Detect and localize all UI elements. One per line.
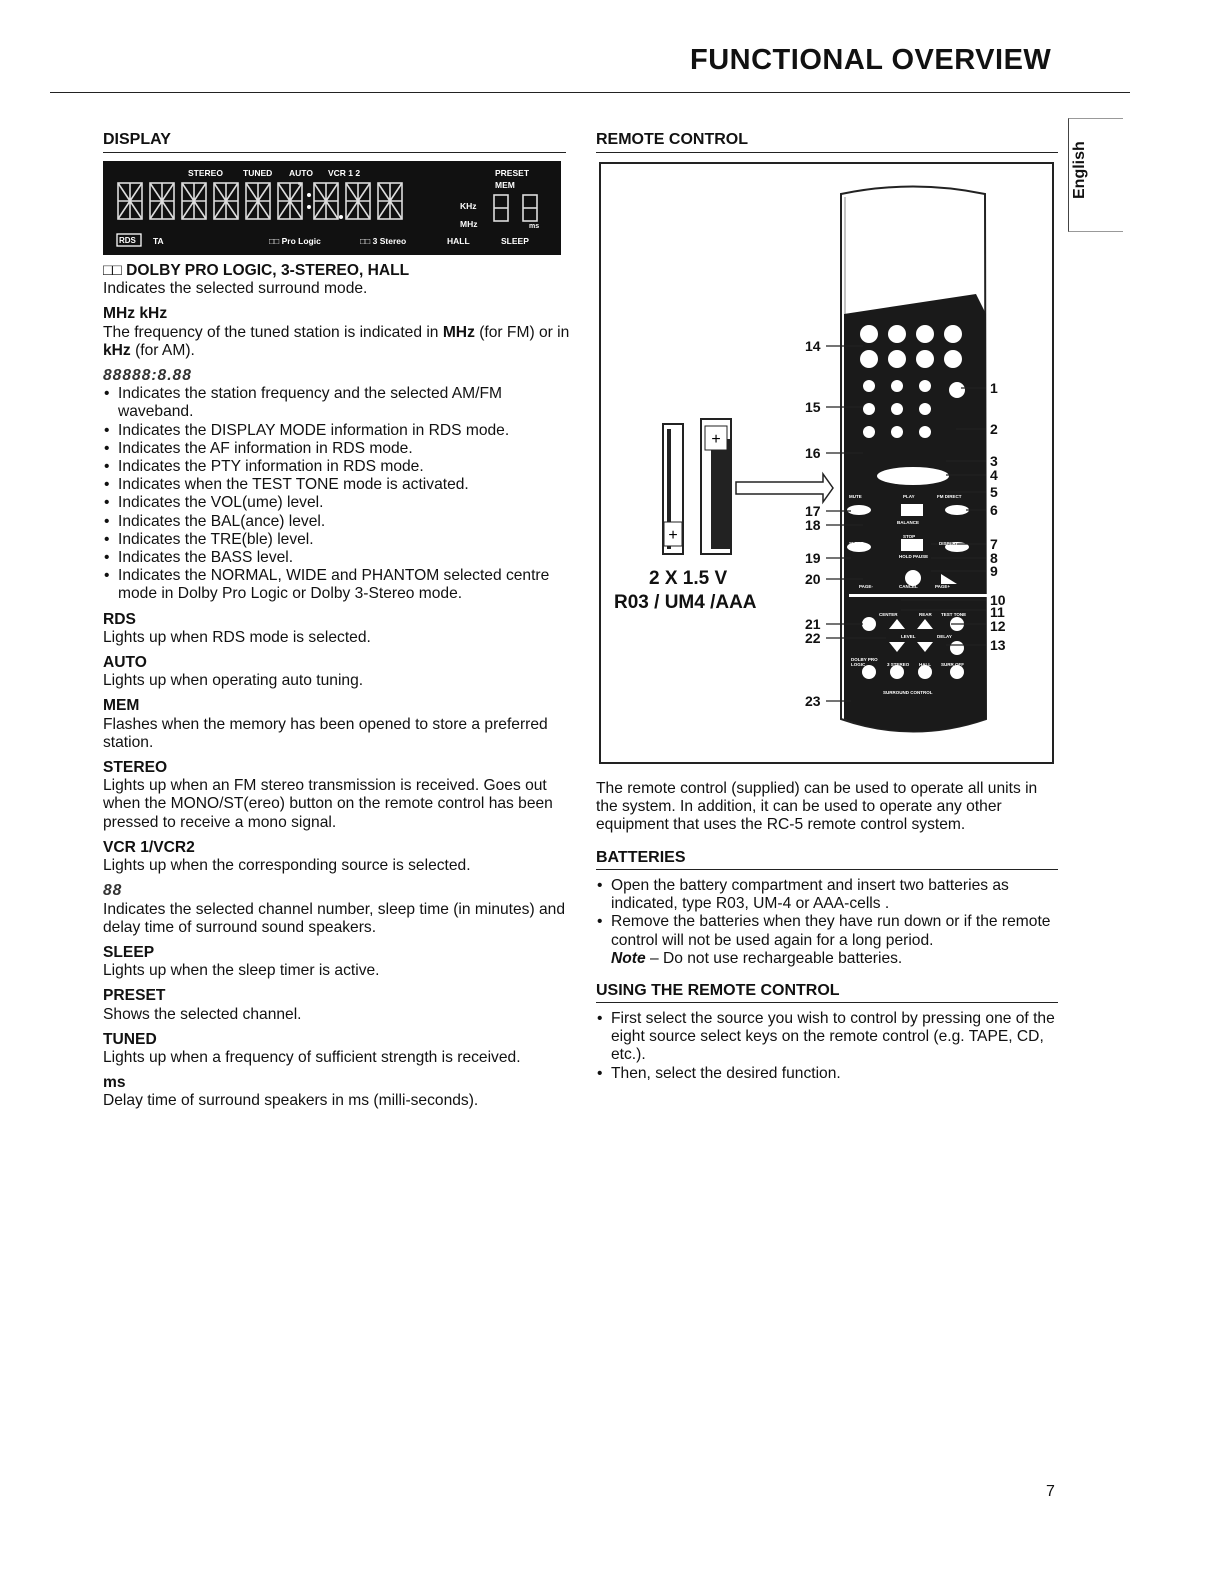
item-heading: 88 [103,882,123,900]
list-item: • Open the battery compartment and insert two batteries as indicated, type R03, UM-4 or AAA-cells . [596,877,1056,913]
item-text: Lights up when operating auto tuning. [103,672,364,690]
list-item: • Indicates the station frequency and the selected AM/FM waveband. [103,385,573,421]
page-plus-label: PAGE+ [935,584,951,589]
list-item: • Indicates the DISPLAY MODE information in RDS mode. [103,422,573,440]
ms-indicator: ms [529,223,540,230]
item-text: Delay time of surround speakers in ms (milli-seconds). [103,1092,479,1110]
callout-14: 14 [805,338,821,354]
item-heading: VCR 1/VCR2 [103,838,195,856]
callout-5: 5 [990,484,998,500]
cancel-label: CANCEL [899,584,918,589]
test-tone-label: TEST TONE [941,612,967,617]
callout-22: 22 [805,630,821,646]
preset-indicator: PRESET [495,168,530,178]
callout-21: 21 [805,616,821,632]
callout-9: 9 [990,563,998,579]
callout-6: 6 [990,502,998,518]
batteries-list [596,877,1056,968]
play-label: PLAY [903,494,915,499]
rds-indicator: RDS [119,236,136,245]
item-text: Indicates the selected surround mode. [103,280,368,298]
remote-button-legends [839,484,989,695]
callout-2: 2 [990,421,998,437]
mem-indicator: MEM [495,180,515,190]
surr-off-label: SURR OFF [941,662,964,667]
language-tab [1068,118,1123,232]
item-heading: ms [103,1074,126,1092]
note-text: – Do not use rechargeable batteries. [645,949,903,967]
note-label: Note [611,949,646,967]
callout-10: 10 [990,592,1006,608]
sleep-indicator: SLEEP [501,236,529,246]
item-heading: SLEEP [103,943,155,961]
item-heading: MEM [103,697,140,715]
tuned-indicator: TUNED [243,168,273,178]
list-item: • Remove the batteries when they have run down or if the remote control will not be used again for a long period. [596,913,1056,949]
vcr-indicator: VCR 1 2 [328,168,361,178]
svg-text:+: + [668,527,678,544]
item-heading: □□ DOLBY PRO LOGIC, 3-STEREO, HALL [103,262,410,279]
item-text: Lights up when RDS mode is selected. [103,628,371,646]
list-item: • Indicates the PTY information in RDS mode. [103,458,573,476]
list-item: • Then, select the desired function. [596,1065,1056,1083]
bullet-list [596,877,1056,950]
stereo-indicator: STEREO [188,168,223,178]
page-title: FUNCTIONAL OVERVIEW [690,44,1052,76]
item-heading: MHz kHz [103,305,168,323]
item-text [103,324,573,360]
level-label: LEVEL [901,634,916,639]
page-minus-label: PAGE- [859,584,873,589]
list-item: • Indicates the NORMAL, WIDE and PHANTOM selected centre mode in Dolby Pro Logic or Dolby 3-Stereo mode. [103,567,573,603]
fm-direct-label: FM DIRECT [937,494,962,499]
display-descriptions [103,262,573,1111]
item-heading: TUNED [103,1030,157,1048]
three-stereo-label: 3 STEREO [887,662,910,667]
item-text: Shows the selected channel. [103,1005,302,1023]
callout-16: 16 [805,445,821,461]
stop-label: STOP [903,534,916,539]
item-text: Lights up when a frequency of sufficient strength is received. [103,1048,521,1066]
display-section-divider [103,152,566,153]
hold-pause-label: HOLD PAUSE [899,554,929,559]
auto-indicator: AUTO [289,168,313,178]
bullet-list [596,1010,1056,1083]
dolby-pro-logic-label: DOLBY PRO LOGIC [851,657,878,667]
remote-section-title: REMOTE CONTROL [596,131,748,148]
pro-logic-indicator: □□ Pro Logic [269,236,321,246]
callout-13: 13 [990,637,1006,653]
item-heading: PRESET [103,987,166,1005]
surround-control-label: SURROUND CONTROL [883,690,933,695]
callout-7: 7 [990,536,998,552]
page-number: 7 [1046,1483,1055,1500]
list-item: • Indicates when the TEST TONE mode is activated. [103,476,573,494]
remote-section-divider [596,152,1058,153]
khz-indicator: KHz [460,201,477,211]
header-divider [50,92,1130,93]
ta-indicator: TA [153,236,164,246]
item-heading: RDS [103,610,136,628]
battery-type-label: R03 / UM4 /AAA [614,592,757,613]
mhz-indicator: MHz [460,219,478,229]
display-panel-illustration [103,161,561,255]
svg-text:+: + [711,431,721,448]
remote-intro-text: The remote control (supplied) can be used to operate all units in the system. In addition, it can be used to operate any other equipment that uses the RC-5 remote control system. [596,780,1038,834]
callout-11: 11 [990,604,1005,620]
item-text: Lights up when the sleep timer is active. [103,962,380,980]
delay-label: DELAY [937,634,952,639]
item-text-bold: MHz [442,323,475,341]
item-text: Flashes when the memory has been opened to store a preferred station. [103,715,548,751]
batteries-section-divider [596,869,1058,870]
bullet-list [103,385,573,603]
sleep-button-label: SLEEP [849,541,864,546]
item-text-part: The frequency of the tuned station is indicated in [103,323,443,341]
list-item: • Indicates the VOL(ume) level. [103,494,573,512]
item-text-bold: kHz [103,341,131,359]
battery-voltage-label: 2 X 1.5 V [649,568,728,589]
remote-illustration-frame [599,162,1054,764]
callout-19: 19 [805,550,821,566]
list-item: • First select the source you wish to control by pressing one of the eight source select keys on the remote control (e.g. TAPE, CD, etc.). [596,1010,1056,1065]
list-item: • Indicates the BAL(ance) level. [103,513,573,531]
callout-20: 20 [805,571,821,587]
callout-23: 23 [805,693,821,709]
display-section-title: DISPLAY [103,131,171,148]
hall-indicator: HALL [447,236,470,246]
item-text: Lights up when the corresponding source is selected. [103,857,471,875]
using-section-title: USING THE REMOTE CONTROL [596,982,840,999]
callout-12: 12 [990,618,1006,634]
item-text: Indicates the selected channel number, sleep time (in minutes) and delay time of surround sound speakers. [103,900,566,936]
remote-intro [596,780,1056,835]
callout-3: 3 [990,453,998,469]
item-heading: AUTO [103,654,147,672]
language-tab-label: English [1071,141,1088,199]
callout-15: 15 [805,399,821,415]
callout-4: 4 [990,467,998,483]
hall-label: HALL [919,662,931,667]
using-section-divider [596,1002,1058,1003]
item-text-part: (for FM) or in [474,323,570,341]
list-item: • Indicates the BASS level. [103,549,573,567]
item-text-part: (for AM). [130,341,195,359]
callout-8: 8 [990,550,998,566]
item-heading: STEREO [103,759,168,777]
callout-17: 17 [805,503,821,519]
list-item: • Indicates the TRE(ble) level. [103,531,573,549]
mute-label: MUTE [849,494,862,499]
batteries-section-title: BATTERIES [596,849,686,866]
item-heading: 88888:8.88 [103,367,192,385]
center-label: CENTER [879,612,898,617]
three-stereo-indicator: □□ 3 Stereo [360,236,407,246]
battery-note [596,950,1056,968]
callout-1: 1 [990,380,998,396]
display-button-label: DISPLAY [939,541,959,546]
list-item: • Indicates the AF information in RDS mode. [103,440,573,458]
rear-label: REAR [919,612,932,617]
balance-label: BALANCE [897,520,919,525]
battery-icon [663,419,731,554]
callout-18: 18 [805,517,821,533]
using-list [596,1010,1056,1083]
item-text: Lights up when an FM stereo transmission is received. Goes out when the MONO/ST(ereo) button on the remote control has been pressed to receive a mono signal. [103,777,553,831]
